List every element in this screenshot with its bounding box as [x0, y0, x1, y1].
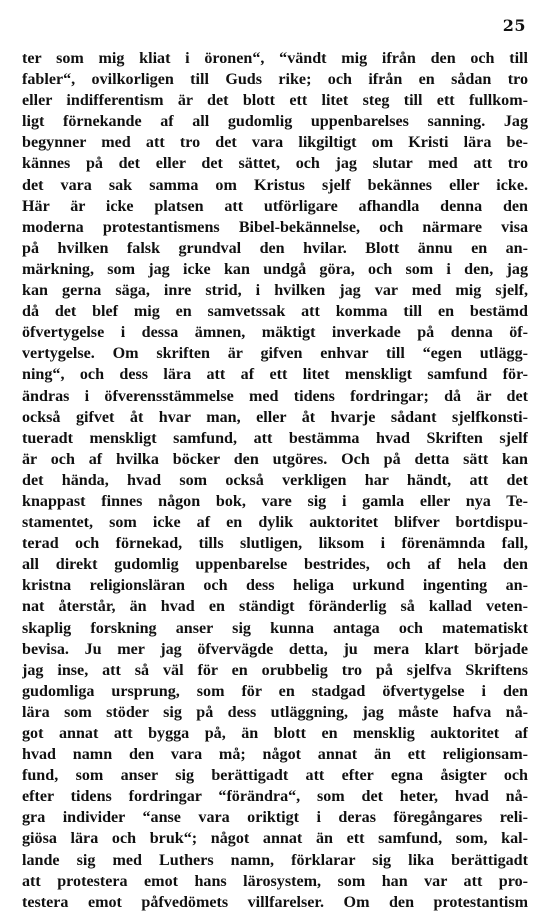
page-number: 25 [502, 16, 526, 35]
text-line: nat återstår, än hvad en ständigt föränderlig så kallad veten- [22, 598, 528, 616]
text-line: efter tidens fordringar “förändra“, som det heter, hvad nå- [22, 788, 528, 806]
text-line: gudomliga ursprung, som för en stadgad öfvertygelse i den [22, 682, 528, 700]
body-text [22, 48, 528, 913]
text-line: skaplig forskning anser sig kunna antaga och matematiskt [22, 619, 528, 637]
text-line: lande sig med Luthers namn, förklarar sig lika berättigadt [22, 851, 528, 869]
text-line: testera emot påfvedömets villfarelser. Om den protestantism [22, 893, 528, 911]
text-line: det hända, hvad som också verkligen har händt, att det [22, 471, 528, 489]
text-line: bevisa. Ju mer jag öfvervägde detta, ju mera klart började [22, 640, 528, 658]
text-line: det vara sak samma om Kristus sjelf bekännes eller icke. [22, 176, 528, 194]
text-line: kan gerna säga, inre strid, i hvilken jag var med mig sjelf, [22, 282, 528, 300]
text-line: Här är icke platsen att utförligare afhandla denna den [22, 197, 528, 215]
text-line: fabler“, ovilkorligen till Guds rike; och ifrån en sådan tro [22, 71, 528, 89]
text-line: ning“, och dess lära att af ett litet menskligt samfund för- [22, 366, 528, 384]
text-line: lära som stöder sig på dess utläggning, jag måste hafva nå- [22, 703, 528, 721]
text-line: att protestera emot hans lärosystem, som han var att pro- [22, 872, 528, 890]
text-line: hvad namn den vara må; något annat än ett religionsam- [22, 746, 528, 764]
text-line: all direkt gudomlig uppenbarelse bestrides, och af hela den [22, 556, 528, 574]
text-line: vertygelse. Om skriften är gifven enhvar till “egen utlägg- [22, 345, 528, 363]
text-line: öfvertygelse i dessa ämnen, mäktigt inverkade på denna öf- [22, 324, 528, 342]
text-line: gra individer “anse vara oriktigt i deras föregångares reli- [22, 809, 528, 827]
text-line: got annat att bygga på, än blott en mensklig auktoritet af [22, 725, 528, 742]
text-line: jag inse, att så väl för en orubbelig tro på sjelfva Skriftens [22, 661, 528, 679]
text-line: märkning, som jag icke kan undgå göra, och som i den, jag [22, 260, 528, 278]
text-line: också gifvet åt hvar man, eller åt hvarje sådant sjelfkonsti- [22, 408, 528, 426]
text-line: ändras i öfverensstämmelse med tidens fordringar; då är det [22, 387, 528, 405]
text-line: kristna religionsläran och dess heliga urkund ingenting an- [22, 577, 528, 595]
text-line: då det blef mig en samvetssak att komma till en bestämd [22, 303, 528, 321]
text-line: stamentet, som icke af en dylik auktoritet blifver bortdispu- [22, 514, 528, 532]
text-line: fund, som anser sig berättigadt att efter egna åsigter och [22, 767, 528, 785]
text-line: är och af hvilka böcker den utgöres. Och på detta sätt kan [22, 450, 528, 468]
text-line: giösa lära och bruk“; något annat än ett samfund, som, kal- [22, 830, 528, 848]
text-line: ter som mig kliat i öronen“, “vändt mig ifrån den och till [22, 50, 528, 67]
text-line: moderna protestantismens Bibel-bekännelse, och närmare visa [22, 218, 528, 236]
text-line: begynner med att tro det vara likgiltigt om Kristi lära be- [22, 134, 528, 152]
text-line: på hvilken falsk grundval den hvilar. Blott ännu en an- [22, 239, 528, 257]
text-line: ligt förnekande af all gudomlig uppenbarelses sanning. Jag [22, 113, 528, 131]
text-line: knappast finnes någon bok, vare sig i gamla eller nya Te- [22, 492, 528, 510]
text-line: eller indifferentism är det blott ett litet steg till ett fullkom- [22, 92, 528, 110]
text-line: terad och förnekad, tills slutligen, liksom i förenämnda fall, [22, 535, 528, 553]
text-line: tueradt menskligt samfund, att bestämma hvad Skriften sjelf [22, 429, 528, 447]
text-line: kännes på det eller det sättet, och jag slutar med att tro [22, 155, 528, 173]
